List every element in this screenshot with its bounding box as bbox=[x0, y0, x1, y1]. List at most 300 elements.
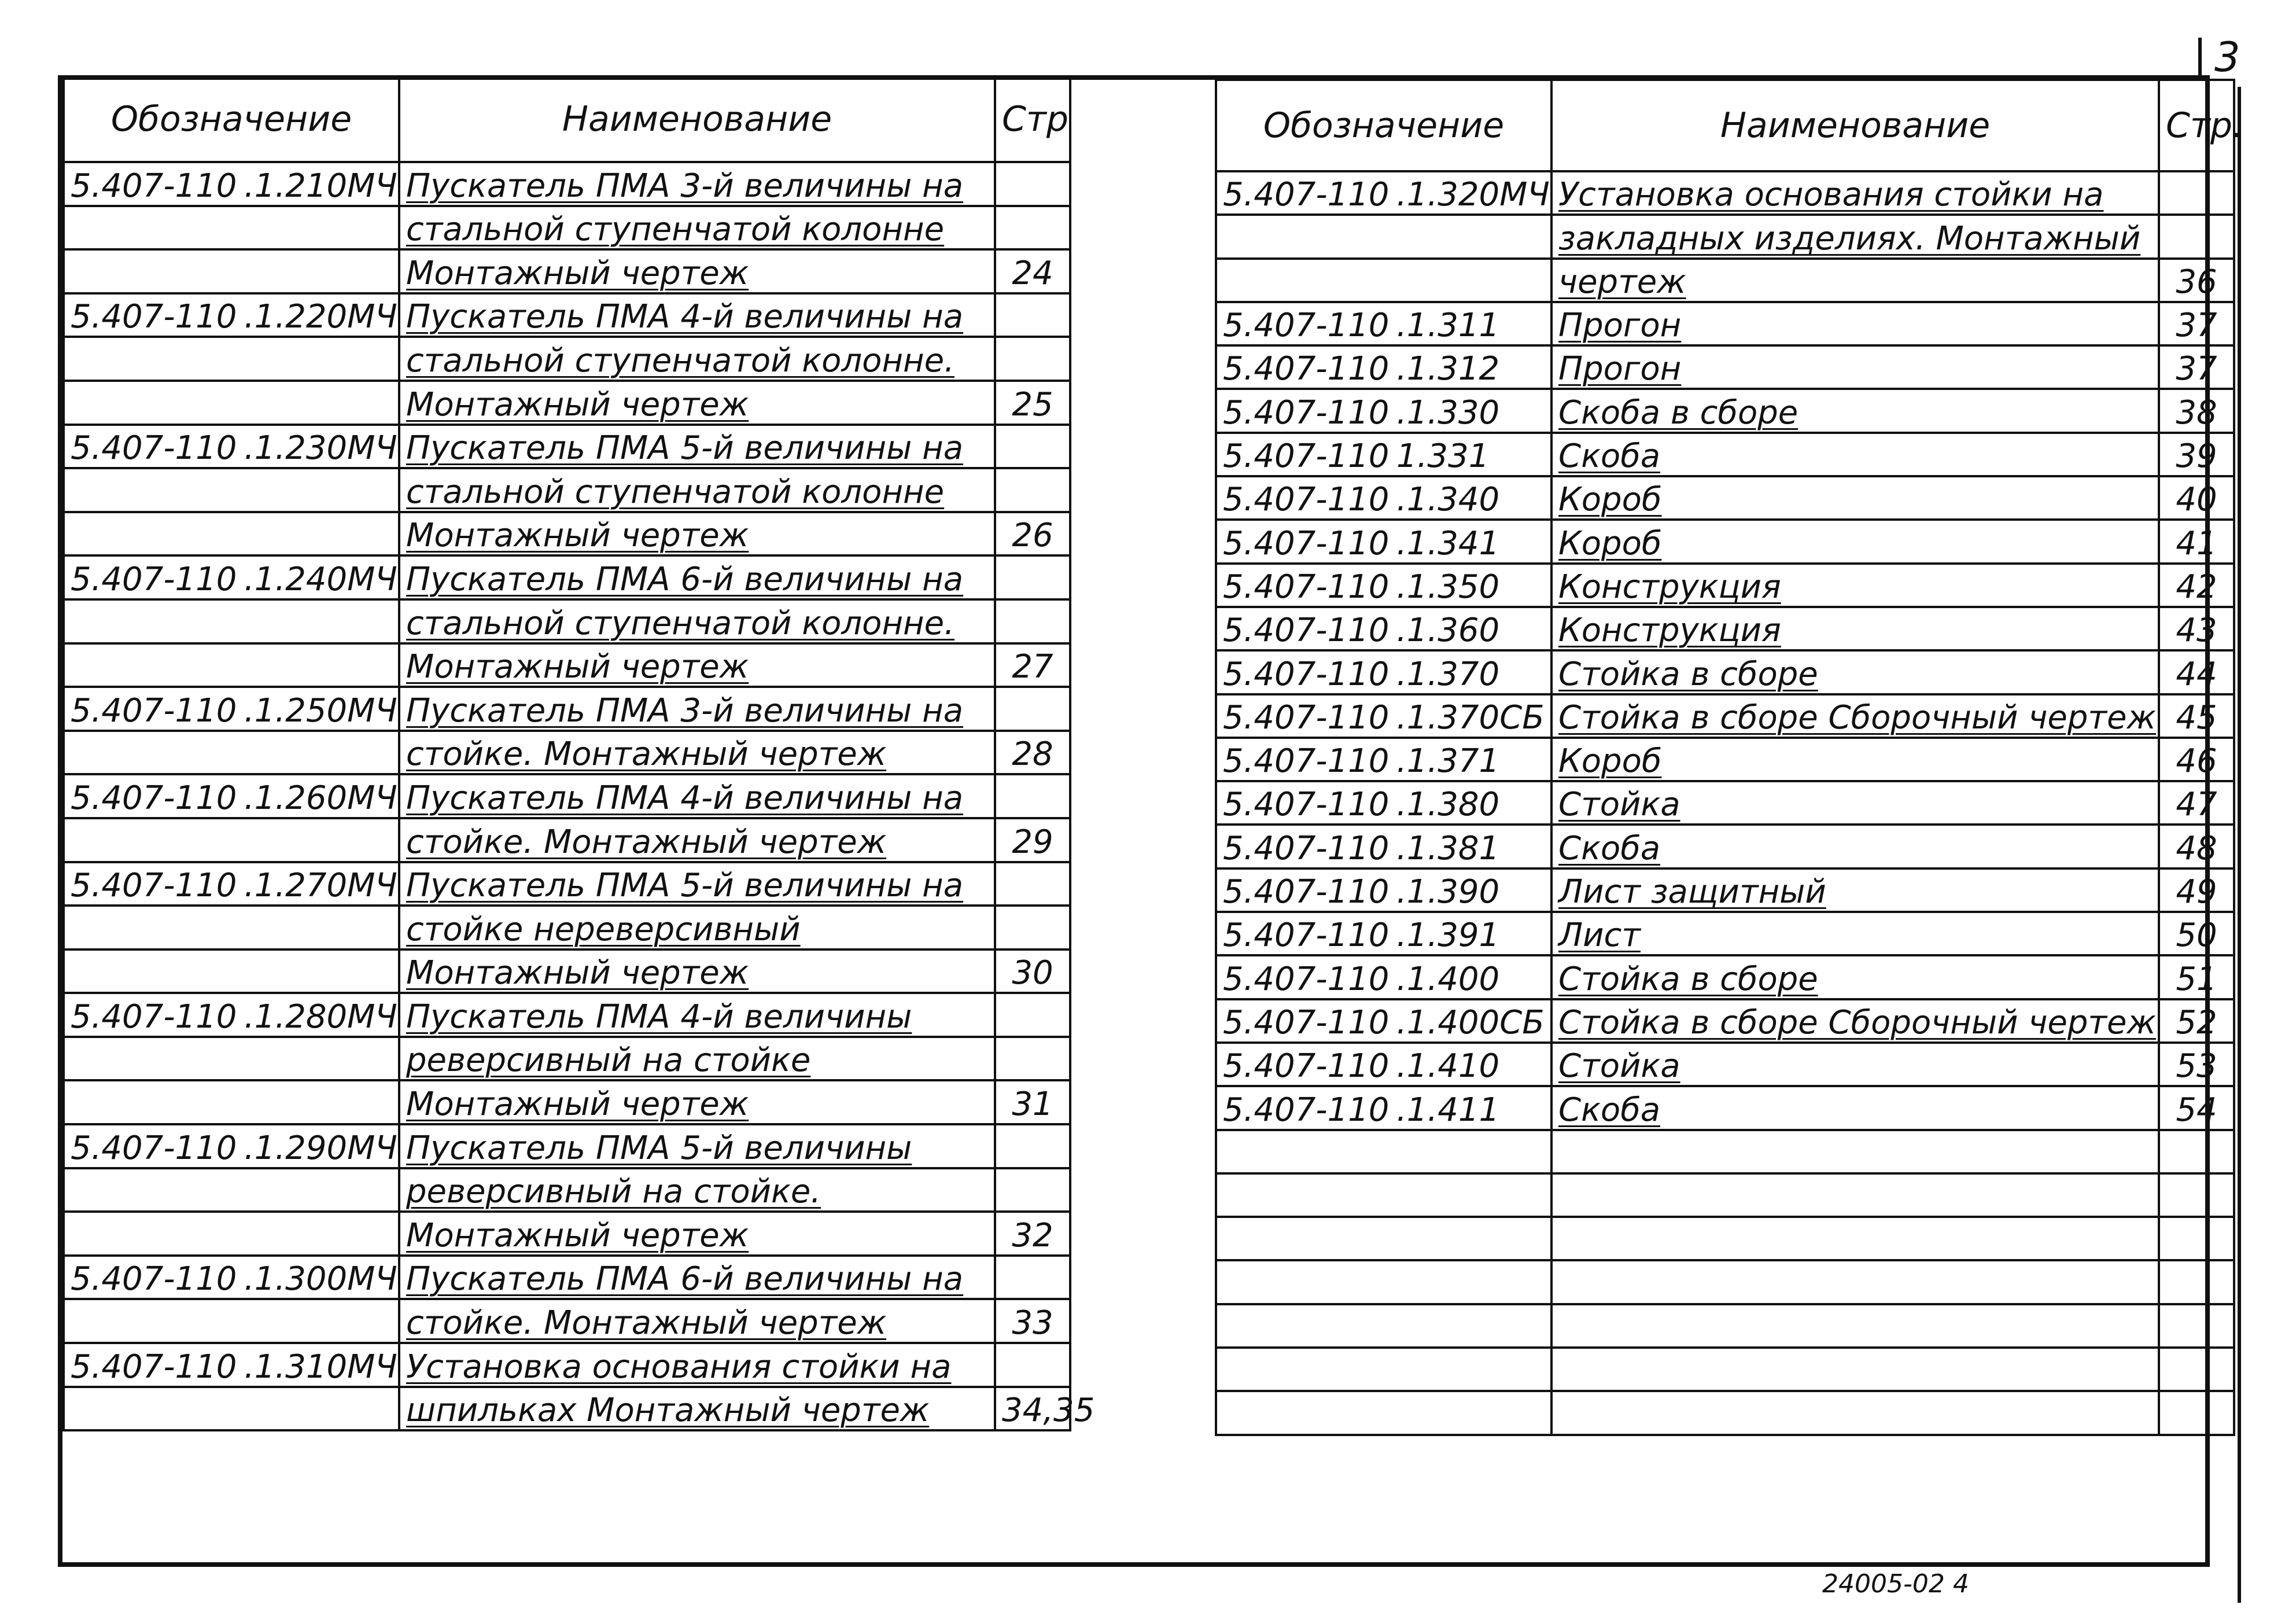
designation-cell bbox=[64, 249, 399, 293]
page-cell: 50 bbox=[2159, 912, 2234, 955]
table-row bbox=[64, 1299, 1070, 1343]
table-row bbox=[64, 555, 1070, 599]
page-cell bbox=[2159, 171, 2234, 215]
table-row bbox=[1216, 825, 2234, 868]
designation-code: 5.407-110 bbox=[1223, 655, 1390, 693]
designation-cell bbox=[64, 818, 399, 862]
header-page: Стр bbox=[995, 76, 1070, 162]
name-cell bbox=[1551, 1304, 2159, 1348]
designation-cell bbox=[1216, 1043, 1551, 1086]
page-cell: 54 bbox=[2159, 1086, 2234, 1129]
designation-cell bbox=[1216, 955, 1551, 999]
table-row bbox=[64, 906, 1070, 949]
designation-code: 5.407-110 bbox=[1223, 873, 1390, 911]
designation-cell bbox=[1216, 607, 1551, 650]
table-row bbox=[64, 1124, 1070, 1168]
designation-code: 5.407-110 bbox=[71, 167, 237, 205]
designation-cell bbox=[1216, 1304, 1551, 1348]
designation-item: .1.340 bbox=[1396, 481, 1500, 519]
page-cell: 48 bbox=[2159, 825, 2234, 868]
designation-item: .1.411 bbox=[1396, 1091, 1500, 1129]
designation-cell bbox=[1216, 1348, 1551, 1391]
designation-cell bbox=[64, 1124, 399, 1168]
designation-code: 5.407-110 bbox=[1223, 1091, 1390, 1129]
name-cell: Пускатель ПМА 3-й величины на bbox=[399, 162, 995, 206]
table-row bbox=[1216, 1086, 2234, 1129]
table-row bbox=[1216, 1173, 2234, 1217]
table-row bbox=[1216, 171, 2234, 215]
page-cell: 29 bbox=[995, 818, 1070, 862]
designation-code: 5.407-110 bbox=[71, 1348, 237, 1386]
name-cell: стальной ступенчатой колонне. bbox=[399, 337, 995, 381]
table-row bbox=[64, 293, 1070, 337]
name-cell: Лист bbox=[1551, 912, 2159, 955]
name-cell: реверсивный на стойке bbox=[399, 1037, 995, 1081]
name-cell: Пускатель ПМА 5-й величины на bbox=[399, 862, 995, 906]
designation-cell bbox=[64, 687, 399, 731]
page-cell bbox=[995, 1256, 1070, 1300]
page-cell bbox=[995, 993, 1070, 1037]
page-cell: 51 bbox=[2159, 955, 2234, 999]
designation-cell bbox=[64, 993, 399, 1037]
name-cell: стальной ступенчатой колонне. bbox=[399, 599, 995, 643]
designation-item: .1.390 bbox=[1396, 873, 1500, 911]
page-cell bbox=[995, 1037, 1070, 1081]
table-row bbox=[64, 643, 1070, 687]
designation-item: .1.310МЧ bbox=[244, 1348, 397, 1386]
page-cell: 44 bbox=[2159, 650, 2234, 694]
page-cell: 31 bbox=[995, 1080, 1070, 1124]
designation-cell bbox=[1216, 345, 1551, 389]
table-row bbox=[64, 1037, 1070, 1081]
designation-cell bbox=[1216, 738, 1551, 781]
page-cell: 32 bbox=[995, 1212, 1070, 1256]
table-header-row bbox=[1216, 80, 2234, 171]
designation-code: 5.407-110 bbox=[71, 560, 237, 598]
name-cell: Скоба в сборе bbox=[1551, 389, 2159, 432]
designation-cell bbox=[64, 949, 399, 993]
designation-code: 5.407-110 bbox=[71, 779, 237, 817]
designation-cell bbox=[1216, 1391, 1551, 1434]
page-cell: 34,35 bbox=[995, 1387, 1070, 1431]
table-row bbox=[64, 249, 1070, 293]
page-cell bbox=[2159, 1130, 2234, 1173]
table-row bbox=[1216, 1348, 2234, 1391]
table-row bbox=[64, 599, 1070, 643]
designation-code: 5.407-110 bbox=[1223, 1003, 1390, 1041]
name-cell bbox=[1551, 1260, 2159, 1304]
name-cell: Пускатель ПМА 6-й величины на bbox=[399, 1256, 995, 1300]
designation-item: .1.400СБ bbox=[1396, 1003, 1545, 1041]
table-row bbox=[64, 1212, 1070, 1256]
designation-cell bbox=[64, 293, 399, 337]
designation-item: .1.370СБ bbox=[1396, 698, 1545, 737]
table-row bbox=[1216, 694, 2234, 738]
designation-item: .1.380 bbox=[1396, 786, 1500, 824]
table-row bbox=[64, 993, 1070, 1037]
name-cell: Стойка в сборе Сборочный чертеж bbox=[1551, 694, 2159, 738]
page-cell: 43 bbox=[2159, 607, 2234, 650]
table-row bbox=[64, 381, 1070, 425]
table-row bbox=[1216, 650, 2234, 694]
designation-code: 5.407-110 bbox=[1223, 917, 1390, 955]
designation-code: 5.407-110 bbox=[71, 1129, 237, 1167]
table-row bbox=[64, 774, 1070, 818]
page-number-divider bbox=[2198, 38, 2202, 81]
designation-cell bbox=[64, 381, 399, 425]
designation-cell bbox=[64, 425, 399, 469]
designation-cell bbox=[1216, 302, 1551, 345]
designation-cell bbox=[1216, 433, 1551, 476]
table-row bbox=[64, 1256, 1070, 1300]
table-row bbox=[1216, 215, 2234, 258]
designation-item: .1.250МЧ bbox=[244, 691, 397, 730]
designation-code: 5.407-110 bbox=[1223, 437, 1390, 476]
designation-item: .1.280МЧ bbox=[244, 998, 397, 1036]
designation-cell bbox=[1216, 389, 1551, 432]
page-cell: 53 bbox=[2159, 1043, 2234, 1086]
name-cell: Скоба bbox=[1551, 1086, 2159, 1129]
name-cell: шпильках Монтажный чертеж bbox=[399, 1387, 995, 1431]
table-row bbox=[1216, 1043, 2234, 1086]
name-cell: Стойка в сборе Сборочный чертеж bbox=[1551, 999, 2159, 1043]
name-cell: Монтажный чертеж bbox=[399, 1080, 995, 1124]
designation-code: 5.407-110 bbox=[1223, 829, 1390, 867]
name-cell: Пускатель ПМА 4-й величины на bbox=[399, 774, 995, 818]
designation-cell bbox=[1216, 1217, 1551, 1260]
designation-code: 5.407-110 bbox=[71, 867, 237, 905]
table-row bbox=[1216, 1304, 2234, 1348]
designation-code: 5.407-110 bbox=[71, 691, 237, 730]
designation-cell bbox=[1216, 650, 1551, 694]
designation-cell bbox=[1216, 781, 1551, 825]
table-row bbox=[1216, 1130, 2234, 1173]
table-row bbox=[64, 1168, 1070, 1212]
name-cell: Короб bbox=[1551, 476, 2159, 520]
name-cell: Монтажный чертеж bbox=[399, 249, 995, 293]
designation-cell bbox=[64, 1037, 399, 1081]
page-cell: 24 bbox=[995, 249, 1070, 293]
designation-item: .1.391 bbox=[1396, 917, 1500, 955]
page-cell bbox=[995, 206, 1070, 250]
designation-cell bbox=[64, 206, 399, 250]
page-cell bbox=[995, 425, 1070, 469]
name-cell: Установка основания стойки на bbox=[1551, 171, 2159, 215]
name-cell: чертеж bbox=[1551, 259, 2159, 302]
designation-cell bbox=[64, 774, 399, 818]
table-row bbox=[64, 731, 1070, 775]
designation-cell bbox=[64, 1168, 399, 1212]
name-cell bbox=[1551, 1348, 2159, 1391]
designation-cell bbox=[64, 468, 399, 512]
designation-cell bbox=[1216, 825, 1551, 868]
page-cell: 41 bbox=[2159, 520, 2234, 563]
name-cell: Пускатель ПМА 6-й величины на bbox=[399, 555, 995, 599]
designation-cell bbox=[1216, 259, 1551, 302]
designation-cell bbox=[1216, 694, 1551, 738]
table-row bbox=[1216, 1217, 2234, 1260]
name-cell: стальной ступенчатой колонне bbox=[399, 468, 995, 512]
table-row bbox=[1216, 781, 2234, 825]
designation-cell bbox=[64, 1299, 399, 1343]
name-cell: Конструкция bbox=[1551, 564, 2159, 607]
table-row bbox=[1216, 476, 2234, 520]
designation-cell bbox=[64, 162, 399, 206]
name-cell bbox=[1551, 1391, 2159, 1434]
table-row bbox=[64, 1080, 1070, 1124]
page-cell: 38 bbox=[2159, 389, 2234, 432]
table-row bbox=[64, 862, 1070, 906]
page-cell bbox=[995, 1343, 1070, 1387]
page-cell: 33 bbox=[995, 1299, 1070, 1343]
name-cell: Монтажный чертеж bbox=[399, 1212, 995, 1256]
designation-cell bbox=[1216, 868, 1551, 912]
designation-cell bbox=[64, 1387, 399, 1431]
page-cell bbox=[995, 1124, 1070, 1168]
designation-cell bbox=[1216, 912, 1551, 955]
name-cell: Скоба bbox=[1551, 433, 2159, 476]
designation-code: 5.407-110 bbox=[1223, 307, 1390, 345]
table-row bbox=[64, 206, 1070, 250]
table-row bbox=[64, 687, 1070, 731]
table-header-row bbox=[64, 76, 1070, 162]
designation-code: 5.407-110 bbox=[1223, 350, 1390, 388]
header-name: Наименование bbox=[399, 76, 995, 162]
page-cell: 42 bbox=[2159, 564, 2234, 607]
page-cell bbox=[995, 162, 1070, 206]
name-cell: стойке. Монтажный чертеж bbox=[399, 818, 995, 862]
table-row bbox=[1216, 433, 2234, 476]
table-row bbox=[64, 425, 1070, 469]
page-cell: 39 bbox=[2159, 433, 2234, 476]
name-cell: Скоба bbox=[1551, 825, 2159, 868]
name-cell: Прогон bbox=[1551, 345, 2159, 389]
header-designation: Обозначение bbox=[64, 76, 399, 162]
page-cell bbox=[2159, 1217, 2234, 1260]
page-cell: 28 bbox=[995, 731, 1070, 775]
page-cell bbox=[2159, 1173, 2234, 1217]
page-cell: 26 bbox=[995, 512, 1070, 556]
designation-code: 5.407-110 bbox=[1223, 742, 1390, 781]
designation-item: .1.400 bbox=[1396, 960, 1500, 998]
designation-item: .1.290МЧ bbox=[244, 1129, 397, 1167]
designation-cell bbox=[64, 599, 399, 643]
designation-cell bbox=[1216, 1173, 1551, 1217]
designation-cell bbox=[1216, 1130, 1551, 1173]
name-cell: стальной ступенчатой колонне bbox=[399, 206, 995, 250]
designation-cell bbox=[64, 1343, 399, 1387]
designation-item: .1.220МЧ bbox=[244, 298, 397, 336]
table-row bbox=[1216, 345, 2234, 389]
page-cell: 52 bbox=[2159, 999, 2234, 1043]
page-cell bbox=[2159, 1348, 2234, 1391]
page-cell: 47 bbox=[2159, 781, 2234, 825]
name-cell: Стойка в сборе bbox=[1551, 955, 2159, 999]
table-row bbox=[1216, 259, 2234, 302]
designation-item: .1.371 bbox=[1396, 742, 1500, 781]
left-spec-table bbox=[62, 75, 1095, 1431]
table-row bbox=[64, 468, 1070, 512]
name-cell: стойке. Монтажный чертеж bbox=[399, 1299, 995, 1343]
page-cell: 49 bbox=[2159, 868, 2234, 912]
designation-code: 5.407-110 bbox=[1223, 568, 1390, 606]
table-row bbox=[64, 337, 1070, 381]
designation-code: 5.407-110 bbox=[1223, 786, 1390, 824]
table-row bbox=[1216, 607, 2234, 650]
page-cell: 46 bbox=[2159, 738, 2234, 781]
designation-code: 5.407-110 bbox=[1223, 698, 1390, 737]
page-cell bbox=[2159, 1304, 2234, 1348]
designation-code: 5.407-110 bbox=[71, 429, 237, 468]
designation-item: .1.381 bbox=[1396, 829, 1500, 867]
designation-code: 5.407-110 bbox=[1223, 176, 1390, 214]
designation-cell bbox=[64, 555, 399, 599]
designation-cell bbox=[64, 512, 399, 556]
page-number: 3 bbox=[2214, 34, 2240, 81]
header-designation: Обозначение bbox=[1216, 80, 1551, 171]
table-row bbox=[64, 1387, 1070, 1431]
table-row bbox=[1216, 868, 2234, 912]
page-cell bbox=[995, 293, 1070, 337]
name-cell bbox=[1551, 1173, 2159, 1217]
page-cell bbox=[995, 862, 1070, 906]
designation-item: .1.360 bbox=[1396, 612, 1500, 650]
page-cell bbox=[2159, 1260, 2234, 1304]
page-cell: 45 bbox=[2159, 694, 2234, 738]
name-cell bbox=[1551, 1130, 2159, 1173]
page-cell: 25 bbox=[995, 381, 1070, 425]
table-row bbox=[64, 162, 1070, 206]
name-cell: Пускатель ПМА 4-й величины bbox=[399, 993, 995, 1037]
designation-item: .1.270МЧ bbox=[244, 867, 397, 905]
name-cell: Короб bbox=[1551, 520, 2159, 563]
sheet-edge-line bbox=[2238, 87, 2241, 1603]
designation-item: .1.330 bbox=[1396, 393, 1500, 432]
designation-item: .1.311 bbox=[1396, 307, 1500, 345]
name-cell: закладных изделиях. Монтажный bbox=[1551, 215, 2159, 258]
page-cell bbox=[2159, 215, 2234, 258]
table-row bbox=[1216, 389, 2234, 432]
table-row bbox=[1216, 302, 2234, 345]
table-row bbox=[1216, 738, 2234, 781]
page-cell: 36 bbox=[2159, 259, 2234, 302]
header-page: Стр. bbox=[2159, 80, 2234, 171]
designation-cell bbox=[1216, 171, 1551, 215]
page-cell bbox=[995, 906, 1070, 949]
designation-code: 5.407-110 bbox=[1223, 524, 1390, 562]
designation-cell bbox=[1216, 476, 1551, 520]
table-row bbox=[64, 949, 1070, 993]
designation-code: 5.407-110 bbox=[71, 998, 237, 1036]
name-cell: Монтажный чертеж bbox=[399, 512, 995, 556]
name-cell: Монтажный чертеж bbox=[399, 381, 995, 425]
page-cell bbox=[995, 1168, 1070, 1212]
designation-cell bbox=[64, 1080, 399, 1124]
page-cell: 37 bbox=[2159, 345, 2234, 389]
designation-item: .1.260МЧ bbox=[244, 779, 397, 817]
name-cell: Пускатель ПМА 4-й величины на bbox=[399, 293, 995, 337]
designation-cell bbox=[1216, 999, 1551, 1043]
left-table-body bbox=[64, 162, 1095, 1430]
designation-item: .1.300МЧ bbox=[244, 1260, 397, 1298]
name-cell: Короб bbox=[1551, 738, 2159, 781]
designation-item: .1.312 bbox=[1396, 350, 1500, 388]
designation-cell bbox=[64, 731, 399, 775]
designation-code: 5.407-110 bbox=[71, 1260, 237, 1298]
designation-code: 5.407-110 bbox=[1223, 393, 1390, 432]
table-row bbox=[1216, 520, 2234, 563]
designation-cell bbox=[64, 337, 399, 381]
name-cell: Установка основания стойки на bbox=[399, 1343, 995, 1387]
name-cell: Пускатель ПМА 5-й величины bbox=[399, 1124, 995, 1168]
designation-item: .1.240МЧ bbox=[244, 560, 397, 598]
designation-cell bbox=[1216, 564, 1551, 607]
page-cell: 37 bbox=[2159, 302, 2234, 345]
designation-cell bbox=[1216, 1086, 1551, 1129]
page-cell bbox=[995, 687, 1070, 731]
name-cell: Прогон bbox=[1551, 302, 2159, 345]
designation-cell bbox=[64, 906, 399, 949]
right-spec-table bbox=[1215, 79, 2244, 1436]
name-cell: реверсивный на стойке. bbox=[399, 1168, 995, 1212]
designation-cell bbox=[64, 1212, 399, 1256]
name-cell: стойке нереверсивный bbox=[399, 906, 995, 949]
designation-code: 5.407-110 bbox=[71, 298, 237, 336]
name-cell: Стойка bbox=[1551, 1043, 2159, 1086]
name-cell: Стойка в сборе bbox=[1551, 650, 2159, 694]
page-cell bbox=[2159, 1391, 2234, 1434]
designation-cell bbox=[64, 643, 399, 687]
designation-item: .1.320МЧ bbox=[1396, 176, 1550, 214]
table-row bbox=[64, 512, 1070, 556]
name-cell: Лист защитный bbox=[1551, 868, 2159, 912]
page-cell: 30 bbox=[995, 949, 1070, 993]
name-cell: Монтажный чертеж bbox=[399, 949, 995, 993]
designation-item: .1.350 bbox=[1396, 568, 1500, 606]
name-cell bbox=[1551, 1217, 2159, 1260]
designation-code: 5.407-110 bbox=[1223, 612, 1390, 650]
designation-item: .1.410 bbox=[1396, 1047, 1500, 1085]
header-name: Наименование bbox=[1551, 80, 2159, 171]
table-row bbox=[64, 818, 1070, 862]
table-row bbox=[64, 1343, 1070, 1387]
page-cell bbox=[995, 468, 1070, 512]
name-cell: Пускатель ПМА 5-й величины на bbox=[399, 425, 995, 469]
designation-item: 1.331 bbox=[1396, 437, 1490, 476]
table-row bbox=[1216, 999, 2234, 1043]
table-row bbox=[1216, 955, 2234, 999]
designation-code: 5.407-110 bbox=[1223, 960, 1390, 998]
designation-cell bbox=[1216, 520, 1551, 563]
designation-cell bbox=[1216, 215, 1551, 258]
designation-code: 5.407-110 bbox=[1223, 1047, 1390, 1085]
page-cell bbox=[995, 599, 1070, 643]
name-cell: Монтажный чертеж bbox=[399, 643, 995, 687]
name-cell: Пускатель ПМА 3-й величины на bbox=[399, 687, 995, 731]
table-row bbox=[1216, 564, 2234, 607]
designation-item: .1.341 bbox=[1396, 524, 1500, 562]
designation-item: .1.210МЧ bbox=[244, 167, 397, 205]
table-row bbox=[1216, 1391, 2234, 1434]
name-cell: Стойка bbox=[1551, 781, 2159, 825]
designation-item: .1.370 bbox=[1396, 655, 1500, 693]
designation-item: .1.230МЧ bbox=[244, 429, 397, 468]
designation-cell bbox=[64, 1256, 399, 1300]
page-cell bbox=[995, 774, 1070, 818]
designation-cell bbox=[64, 862, 399, 906]
name-cell: Конструкция bbox=[1551, 607, 2159, 650]
document-number: 24005-02 4 bbox=[1822, 1569, 1969, 1599]
